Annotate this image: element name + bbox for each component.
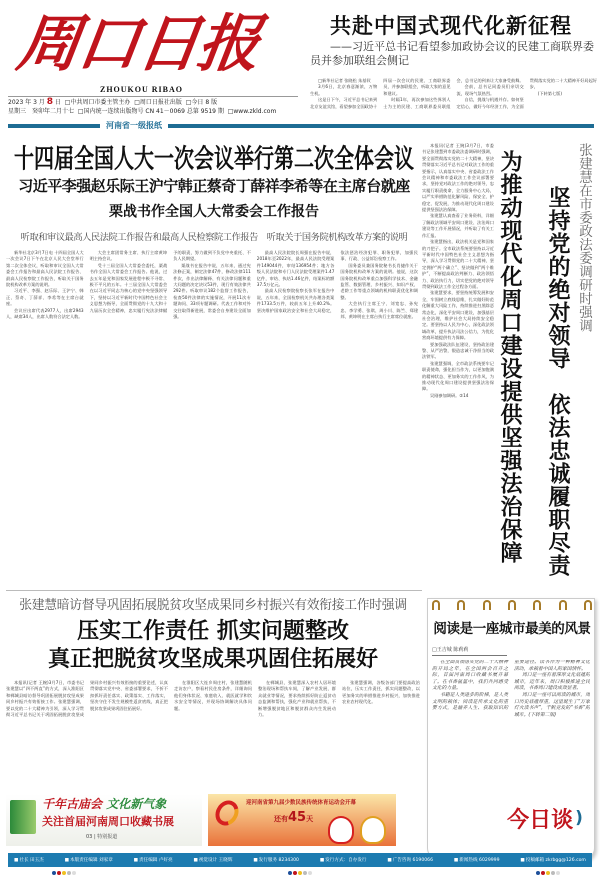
paragraph: 吴刚参加调研。②14 bbox=[430, 392, 469, 398]
ad-book-fair-title: 关注首届河南周口收藏书展 bbox=[42, 815, 174, 828]
ring-icon bbox=[533, 600, 541, 610]
paragraph: 在淮阳区大连乡周庄村，张建慧随机走访农户，察看村民住房条件，详细询问他们身体状况、家庭收入、就医就学和饮水安全等情况，并现场协调解决具体问题。 bbox=[174, 680, 252, 711]
ring-icon bbox=[584, 600, 592, 610]
newspaper-pinyin: ZHOUKOU RIBAO bbox=[100, 85, 184, 94]
registration-dots bbox=[52, 871, 76, 875]
zhang-headline-main[interactable]: 为推动现代化周口建设提供坚强法治保障 bbox=[497, 150, 522, 564]
lead-subhead-3: 听取和审议最高人民法院工作报告和最高人民检察院工作报告 听取关于国务院机构改革方案的说明 bbox=[20, 232, 408, 243]
ad-book-fair-slogan bbox=[42, 797, 166, 812]
footer-item: ■ 发行方式：自办发行 bbox=[320, 857, 367, 863]
commentary-title[interactable]: 阅读是一座城市最美的风景 bbox=[433, 621, 591, 637]
paragraph: 3月6日，北京春意渐浓，万物生机。 bbox=[310, 84, 378, 96]
paragraph: □新华社记者 张晓松 朱基钗 bbox=[318, 78, 371, 83]
top-story-body bbox=[310, 78, 597, 118]
ring-icon bbox=[508, 600, 516, 610]
paragraph: 大会主席团常务主席、执行主席黄坤明主持会议。 bbox=[89, 250, 168, 262]
countdown-days: 45 bbox=[288, 810, 307, 825]
paragraph: 最高人民法院院长周强在报告中说，2018年至2022年，最高人民法院受理案件149044件，审结136954件；地方各级人民法院和专门人民法院受理案件1.47亿件，审结、执结1.46亿件，结案标的额37.5万亿元。 bbox=[256, 250, 335, 288]
notebook-rings bbox=[432, 600, 592, 610]
paragraph: 受十三届全国人大常委会委托，栗战书作全国人大常委会工作报告。他说，过去五年是党和国家发展进程中极不寻常、极不平凡的五年。十三届全国人大常委会在以习近平同志为核心的党中央坚强领导下，坚持以习近平新时代中国特色社会主义思想为指导，全面贯彻党的十九大和十九届历次全会精神，忠实履行宪法法律赋予的职责，努力做到不负党中央重托、不负人民期望。 bbox=[89, 250, 251, 313]
publisher: □周口日报社出版 bbox=[134, 99, 182, 106]
footer-item: ■ 新闻热线 6029999 bbox=[454, 857, 500, 863]
ad-sports-games[interactable] bbox=[208, 794, 396, 846]
paragraph: (下转第七版) bbox=[537, 90, 562, 96]
paragraph: 大会执行主席王宁、刘宽忠、孙宪忠、李学勇、张琪、周小川、陈竺、郑建邦、黄坤明在主席台执行主席席位就座。 bbox=[340, 301, 418, 320]
ad-book-fair[interactable] bbox=[6, 794, 202, 846]
paragraph: 张建慧指出，政法机关是党和国家的刀把子。全市政法系统要坚持以习近平新时代中国特色社会主义思想为指导，深入学习贯彻党的二十大精神，坚定拥护“两个确立”、坚决做到“两个维护”，不断提高政治判断力、政治领悟力、政治执行力，切实把党的绝对领导贯彻到政法工作全过程各方面。 bbox=[422, 239, 494, 289]
ring-icon bbox=[559, 600, 567, 610]
website[interactable]: □www.zkld.com bbox=[227, 108, 277, 115]
book-icon bbox=[10, 800, 36, 834]
page-count: □今日 8 版 bbox=[185, 99, 218, 106]
footer-credits bbox=[8, 853, 592, 867]
today-talk-text: 今日谈 bbox=[507, 807, 574, 833]
footer-item: ■ 发行服务 8234300 bbox=[253, 857, 299, 863]
cn-number: □国内统一连续出版物号 CN 41－0069 总第 9519 期 bbox=[77, 108, 224, 115]
paragraph: 张建慧认真查看了业务资料，详细了解政法领域平安周口建设、法治周口建设等工作开展情况，并听取了有关工作汇报。 bbox=[422, 213, 494, 238]
paragraph: 周口是一座有着深厚文化底蕴的城市，近年来，周口积极推进全民阅读，书香周口建设成效显著。 bbox=[514, 673, 590, 692]
mascot-icon bbox=[360, 816, 386, 844]
footer-item: ■ 责任编辑 卢好亮 bbox=[134, 857, 173, 863]
zhang-side-title: 张建慧在市委政法委调研时强调 bbox=[576, 143, 592, 332]
ring-icon bbox=[432, 600, 440, 610]
ad-book-fair-page: 03 | 特别报道 bbox=[86, 834, 118, 840]
issue-info bbox=[8, 98, 304, 116]
paragraph: 会前，总书记同委员们亲切交流，现场气氛热烈。 bbox=[456, 84, 524, 96]
lead-subhead-1: 习近平李强赵乐际王沪宁韩正蔡奇丁薛祥李希等在主席台就座 bbox=[18, 177, 410, 195]
section-divider bbox=[6, 590, 422, 591]
poverty-kicker: 张建慧暗访督导巩固拓展脱贫攻坚成果同乡村振兴有效衔接工作时强调 bbox=[19, 598, 407, 613]
paragraph: 栗战书在报告中说，五年来，通过宪法修正案，制定法律47件，修改法律111件次，作出法律解释、有关法律问题和重大问题的决定决议53件，现行有效法律共292件。听取审议182个监督工作报告，检查50件法律的实施情况，开展11次专题询问、33项专题调研。代表工作和对外交往取得新进展，常委会自身建设全面加强。 bbox=[173, 262, 251, 320]
paragraph: 本报讯(记者 王婉)3月7日，市委书记张建慧到市委政法委调研时强调，要全面贯彻落实党的二十大精神，坚决贯彻落实习近平总书记对政法工作的重要指示，认真落实中央、省委政法工作会议精神和市委政法工作会议部署要求，坚持党对政法工作的绝对领导，忠实履行职责使命，全力服务中心大局，以严实举措防范化解风险、保安全、护稳定、促发展，为推动现代化周口建设提供坚强法治保障。 bbox=[422, 143, 494, 213]
paragraph: 时隔1年，再次参加这些界别人士为主的民建、工商联界委员联组会，总书记的到来让大家备受鼓舞。 bbox=[383, 78, 524, 109]
paragraph: 张建慧强调，全市政法系统要牢记职责使命，强化担当作为，以更加饱满的精神状态、更加务实的工作作风，为推动现代化周口建设提供坚强法治保障。 bbox=[422, 360, 494, 392]
paragraph: 最高人民检察院检察长张军在报告中说，五年来，全国检察机关共办理各类案件1733.5万件，较前五年上升40.2%。坚决维护国家政治安全和社会大局稳定，依法惩治经济犯罪、职务犯罪，加强民事、行政、公益诉讼检察工作。 bbox=[256, 250, 418, 313]
ad-sports-title: 迎河南省第九届少数民族传统体育运动会开幕 bbox=[246, 800, 357, 806]
mascot-icon bbox=[328, 816, 354, 844]
date-day: 8 bbox=[46, 97, 53, 107]
footer-item: ■ 视觉设计 王晓辉 bbox=[193, 857, 232, 863]
paragraph: 习近平、李强、赵乐际、王沪宁、韩正、蔡奇、丁薛祥、李希等在主席台就座。 bbox=[6, 288, 84, 307]
paragraph: 要加强政法队伍建设，坚持政治建警、从严治警，锻造忠诚干净担当的政法铁军。 bbox=[422, 341, 494, 360]
countdown-prefix: 还有 bbox=[274, 815, 288, 823]
today-talk-badge bbox=[505, 803, 585, 833]
commentary-body bbox=[432, 660, 590, 800]
footer-item: ■ 广告咨询 6190066 bbox=[387, 857, 433, 863]
paragraph: 在全面贯彻落实党的二十大精神的开局之年，在全国两会召开之际，首届河南周口收藏书展开幕了。在书香氤氲中，我们共同感受文化的力量。 bbox=[432, 660, 508, 692]
lead-body bbox=[6, 250, 418, 585]
lead-subhead-2: 栗战书作全国人大常委会工作报告 bbox=[109, 204, 319, 220]
paragraph: 自信，挑战与机遇并存。如何坚定信心，做好今年经济工作，为全面贯彻落实党的二十大精神开好局起好步， bbox=[456, 78, 597, 109]
zhang-story-body bbox=[422, 143, 494, 585]
paragraph: 书籍是人类进步的阶梯，是人类文明的载体；阅读是传承文化的重要方式，是涵养人生、获取知识的重要途径。读书作为一种精神文化活动，承载着中国人的家国情怀。 bbox=[432, 660, 590, 712]
lead-headline[interactable]: 十四届全国人大一次会议举行第二次全体会议 bbox=[14, 142, 414, 174]
paragraph: 张建慧要求，要坚持统筹发展和安全，牢固树立底线思维，扎实做好防范化解重大风险工作，持续推进扫黑除恶常态化，深化平安周口建设，加强基层社会治理，维护社会大局持续安全稳定。要坚持以人民为中心，深化政法领域改革，提升执法司法公信力，为优化营商环境提供有力保障。 bbox=[422, 290, 494, 341]
poverty-headline-line2[interactable]: 真正把脱贫攻坚成果巩固住拓展好 bbox=[47, 647, 378, 672]
newspaper-logo: 周口日报 bbox=[12, 7, 264, 80]
registration-dots bbox=[288, 871, 312, 875]
poverty-headline-line1[interactable]: 压实工作责任 抓实问题整改 bbox=[77, 619, 349, 644]
paragraph: 这是日下午，习近平总书记来到北京友谊宾馆，看望参加全国政协十四届一次会议的民建、工商联界委员，并参加联组会，听取大家的意见和建议。 bbox=[310, 78, 451, 109]
footer-item: ■ 社长 田玉杰 bbox=[14, 857, 44, 863]
paragraph: 张建慧强调，各级各部门要提高政治站位，压实工作责任，抓实问题整改，以更加务实的举措推进乡村振兴，加快推进农业农村现代化。 bbox=[342, 680, 420, 705]
zhang-headline-secondary[interactable]: 坚持党的绝对领导 依法忠诚履职尽责 bbox=[545, 186, 570, 577]
poverty-body bbox=[6, 680, 420, 790]
footer-item[interactable]: ■ 投稿邮箱 zkrbgg@126.com bbox=[520, 857, 586, 863]
date-year-month: 2023 年 3 月 bbox=[8, 99, 45, 106]
paragraph: 周口是一座可以阅读的城市，周口历史底蕴厚重，这里诞生了“万家灯火读书声”，千帆竞发的“书香”的城市。(下转第二版) bbox=[514, 692, 590, 718]
footer-item: ■ 本版责任编辑 刘家章 bbox=[65, 857, 113, 863]
ad-slogan-part1: 千年古庙会 bbox=[42, 797, 103, 811]
sponsor: □中共周口市委主管主办 bbox=[64, 99, 131, 106]
date-suffix: 日 bbox=[54, 99, 61, 106]
ad-countdown bbox=[274, 810, 313, 827]
top-story-headline[interactable]: 共赴中国式现代化新征程 bbox=[330, 14, 572, 38]
paragraph: 国务委员兼国务院秘书长肖捷作关于国务院机构改革方案的说明。他说，这次国务院机构改革重点加强科学技术、金融监管、数据管理、乡村振兴、知识产权、老龄工作等重点领域的机构职责优化和调整。 bbox=[340, 262, 418, 300]
commentary-byline: □王吉城 陈莉莉 bbox=[432, 647, 469, 653]
byline-rule bbox=[432, 655, 507, 656]
paragraph: 在郸城县，张建慧深入农村人居环境整治现场和帮扶车间，了解产业发展、群众就业等情况，要求持续抓好防止返贫动态监测和帮扶，强化产业和就业帮扶，不断增强脱贫地区和脱贫群众内生发展动力。 bbox=[258, 680, 336, 718]
registration-dots bbox=[536, 871, 560, 875]
masthead-rule bbox=[8, 124, 594, 128]
countdown-suffix: 天 bbox=[306, 815, 314, 823]
ad-slogan-part2: 文化新气象 bbox=[106, 797, 167, 811]
top-story-subhead: ——习近平总书记看望参加政协会议的民建工商联界委员并参加联组会侧记 bbox=[310, 40, 594, 67]
paragraph: 本报讯(记者 王婉)3月7日，市委书记张建慧以“四不两直”的方式，深入淮阳区和郸城县暗访督导巩固拓展脱贫攻坚成果同乡村振兴有效衔接工作。张建慧强调，要以党的二十大精神为引领，深入学习贯彻习近平总书记关于巩固拓展脱贫攻坚成果同乡村振兴有效衔接的重要论述，认真贯彻落实党中央、省委部署要求，不折不扣抓好责任落实、政策落实、工作落实，坚决守住不发生规模性返贫底线，真正把脱贫攻坚成果巩固住拓展好。 bbox=[6, 680, 168, 718]
grade-label: 河南省一级报纸 bbox=[100, 121, 168, 131]
paragraph: 新华社北京3月7日电 十四届全国人大一次会议7日下午在北京人民大会堂举行第二次全体会议，听取和审议全国人大常委会工作报告和最高人民法院工作报告、最高人民检察院工作报告，听取关于国务院机构改革方案的说明。 bbox=[6, 250, 84, 288]
weekday-lunar: 星期三 癸卯年二月十七 bbox=[8, 108, 75, 115]
paragraph: 会议应出席代表2977人，出席2943人，缺席34人，出席人数符合法定人数。 bbox=[6, 307, 84, 320]
sound-icon: ) bbox=[575, 808, 583, 828]
ring-icon bbox=[483, 600, 491, 610]
games-logo-icon bbox=[211, 796, 243, 830]
ring-icon bbox=[457, 600, 465, 610]
